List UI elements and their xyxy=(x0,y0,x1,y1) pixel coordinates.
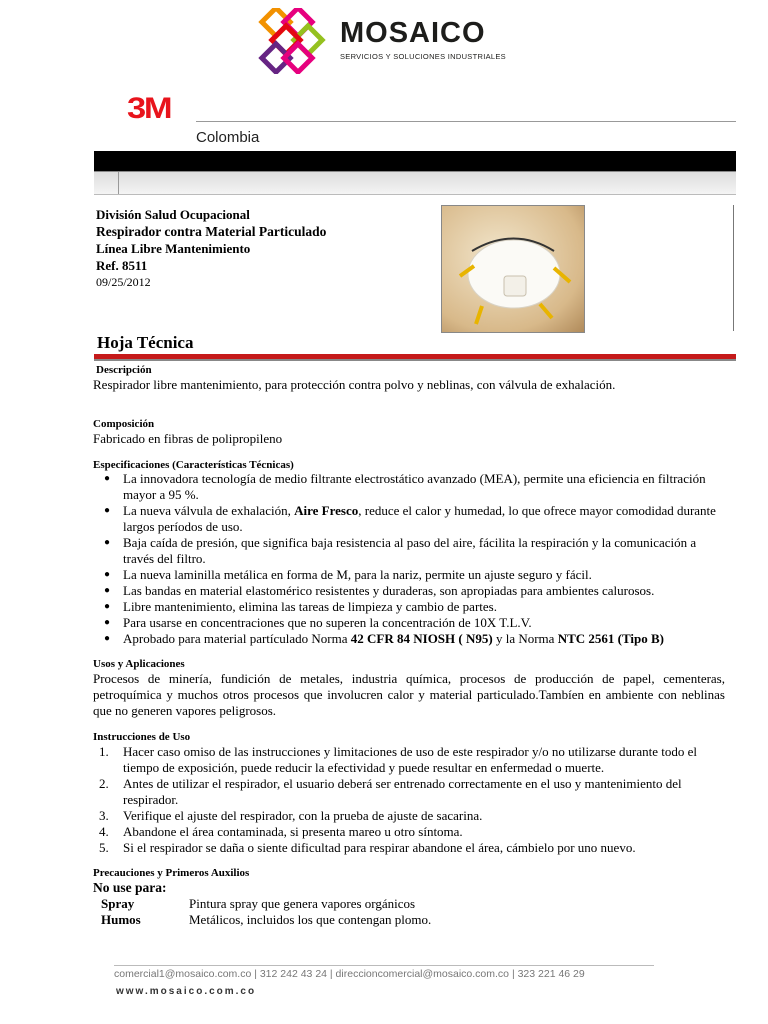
list-item: 4. Abandone el área contaminada, si presenta mareo u otro síntoma. xyxy=(99,824,463,839)
no-use-heading: No use para: xyxy=(93,880,167,895)
composicion-heading: Composición xyxy=(93,418,155,430)
precaution-text: Metálicos, incluidos los que contengan plomo. xyxy=(189,912,432,927)
usos-heading: Usos y Aplicaciones xyxy=(93,658,185,670)
list-item: ● Para usarse en concentraciones que no superen la concentración de 10X T.L.V. xyxy=(93,615,725,631)
product-name: Respirador contra Material Particulado xyxy=(96,224,327,239)
precauciones-heading: Precauciones y Primeros Auxilios xyxy=(93,867,250,879)
list-item: 5. Si el respirador se daña o siente dificultad para respirar abandone el área, cámbielo por uno nuevo. xyxy=(99,840,636,855)
company-tagline: SERVICIOS Y SOLUCIONES INDUSTRIALES xyxy=(340,52,506,61)
list-item: ● Las bandas en material elastomérico resistentes y duraderas, son apropiadas para ambientes calurosos. xyxy=(93,583,725,599)
divider xyxy=(196,121,736,122)
document-date: 09/25/2012 xyxy=(96,275,151,289)
descripcion-text: Respirador libre mantenimiento, para protección contra polvo y neblinas, con válvula de exhalación. xyxy=(93,377,616,392)
country-label: Colombia xyxy=(196,129,260,146)
precaution-text: Pintura spray que genera vapores orgánicos xyxy=(189,896,416,911)
descripcion-heading: Descripción xyxy=(96,364,152,376)
list-item: ● La nueva válvula de exhalación, Aire Fresco, reduce el calor y humedad, lo que ofrece mayor comodidad durante largos períodos de uso. xyxy=(93,503,725,535)
precaution-label: Spray xyxy=(101,896,135,911)
precaution-label: Humos xyxy=(101,912,141,927)
list-item: ● La innovadora tecnología de medio filtrante electrostático avanzado (MEA), permite una eficiencia en filtración mayor a 95 %. xyxy=(93,471,725,503)
list-item: ● Libre mantenimiento, elimina las tareas de limpieza y cambio de partes. xyxy=(93,599,725,615)
instrucciones-heading: Instrucciones de Uso xyxy=(93,731,191,743)
title-red-bar xyxy=(94,354,736,361)
footer-website: www.mosaico.com.co xyxy=(116,986,257,997)
usos-text: Procesos de minería, fundición de metales, industria química, procesos de producción de papel, cementeras, petroquímica y muchos otros procesos que involucren calor y material particulado.Tambíen en ambiente con neblinas que no generen vapores peligrosos. xyxy=(93,671,725,718)
divider xyxy=(114,965,654,966)
list-item: ● Aprobado para material partículado Norma 42 CFR 84 NIOSH ( N95) y la Norma NTC 2561 (Tipo B) xyxy=(93,631,725,647)
header-black-bar xyxy=(94,151,736,171)
product-ref: Ref. 8511 xyxy=(96,258,148,273)
respirator-mask-photo xyxy=(441,205,585,333)
divider xyxy=(733,205,734,331)
list-item: ● Baja caída de presión, que significa baja resistencia al paso del aire, fácilita la respiración y la comunicación a través del filtro. xyxy=(93,535,725,567)
list-item: 2. Antes de utilizar el respirador, el usuario deberá ser entrenado correctamente en el uso y mantenimiento del respirador. xyxy=(99,776,682,807)
product-header xyxy=(96,206,326,291)
especificaciones-heading: Especificaciones (Características Técnicas) xyxy=(93,459,294,471)
header-gray-bar xyxy=(94,171,736,195)
list-item: ● La nueva laminilla metálica en forma de M, para la nariz, permite un ajuste seguro y fácil. xyxy=(93,567,725,583)
composicion-text: Fabricado en fibras de polipropileno xyxy=(93,431,283,446)
mosaico-logo-icon xyxy=(258,8,330,74)
company-name: MOSAICO xyxy=(340,17,486,49)
list-item: 1. Hacer caso omiso de las instrucciones y limitaciones de uso de este respirador y/o no utilizarse durante todo el tiempo de exposición, puede reducir la efectividad y puede resultar en enfermedad o muerte. xyxy=(99,744,697,775)
division-label: División Salud Ocupacional xyxy=(96,207,250,222)
3m-logo: 3M xyxy=(127,92,171,125)
instructions-list xyxy=(93,744,725,856)
list-item: 3. Verifique el ajuste del respirador, con la prueba de ajuste de sacarina. xyxy=(99,808,483,823)
footer-contact: comercial1@mosaico.com.co | 312 242 43 24 | direccioncomercial@mosaico.com.co | 323 221 46 29 xyxy=(114,968,585,980)
document-title: Hoja Técnica xyxy=(97,333,194,352)
specs-list xyxy=(93,471,725,647)
product-line: Línea Libre Mantenimiento xyxy=(96,241,251,256)
